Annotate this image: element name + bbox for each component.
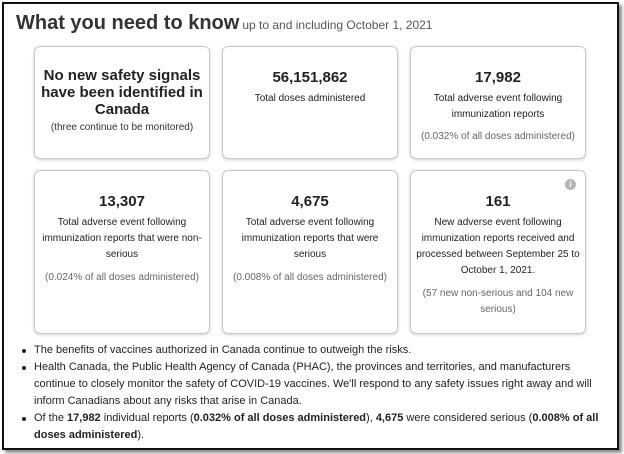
serious-count: 4,675 xyxy=(375,412,404,424)
total-reports-label: Total adverse event following immunization reports xyxy=(433,93,563,120)
percent-all: 0.032% of all doses administered xyxy=(193,412,367,424)
card-serious-reports xyxy=(222,170,398,334)
list-item xyxy=(22,410,606,444)
title-date: up to and including October 1, 2021 xyxy=(242,18,433,32)
text: ). xyxy=(137,429,145,441)
doses-value: 56,151,862 xyxy=(272,69,348,86)
total-reports-value: 17,982 xyxy=(475,69,521,86)
text: were considered serious ( xyxy=(403,412,533,424)
card-total-doses xyxy=(222,46,398,159)
info-icon[interactable]: i xyxy=(565,179,576,190)
text: ), xyxy=(366,412,376,424)
page-title xyxy=(16,12,432,35)
card-safety-signals xyxy=(34,46,210,159)
new-reports-value: 161 xyxy=(485,193,511,210)
new-reports-breakdown: (57 new non-serious and 104 new serious) xyxy=(422,288,574,315)
list-item: Health Canada, the Public Health Agency of Canada (PHAC), the provinces and territories, and manufacturers continue to closely monitor the safety of COVID-19 vaccines. We'll respond to any safety issues right away and will inform Canadians about any risks that arise in Canada. xyxy=(22,359,606,410)
card-total-reports xyxy=(410,46,586,159)
summary-panel xyxy=(2,2,619,450)
total-reports-percent: (0.032% of all doses administered) xyxy=(421,131,575,142)
serious-label: Total adverse event following immunization reports that were serious xyxy=(241,217,379,260)
list-item: The benefits of vaccines authorized in Canada continue to outweigh the risks. xyxy=(22,342,606,359)
card-non-serious-reports xyxy=(34,170,210,334)
serious-percent: (0.008% of all doses administered) xyxy=(233,272,387,283)
percent-serious: 0.008% of all doses administered xyxy=(34,412,599,441)
non-serious-percent: (0.024% of all doses administered) xyxy=(45,272,199,283)
doses-label: Total doses administered xyxy=(254,93,366,104)
text: Of the xyxy=(34,412,68,424)
title-main: What you need to know xyxy=(16,12,240,34)
non-serious-label: Total adverse event following immunization reports that were non-serious xyxy=(42,217,202,260)
new-reports-label: New adverse event following immunization reports received and processed between September 25 to October 1, 2021. xyxy=(416,217,580,276)
signals-headline: No new safety signals have been identified in Canada xyxy=(41,67,203,118)
text: individual reports ( xyxy=(100,412,194,424)
serious-value: 4,675 xyxy=(291,193,329,210)
reports-count: 17,982 xyxy=(67,412,101,424)
key-points-list xyxy=(22,342,606,444)
card-new-reports xyxy=(410,170,586,334)
non-serious-value: 13,307 xyxy=(99,193,145,210)
signals-note: (three continue to be monitored) xyxy=(50,122,194,133)
